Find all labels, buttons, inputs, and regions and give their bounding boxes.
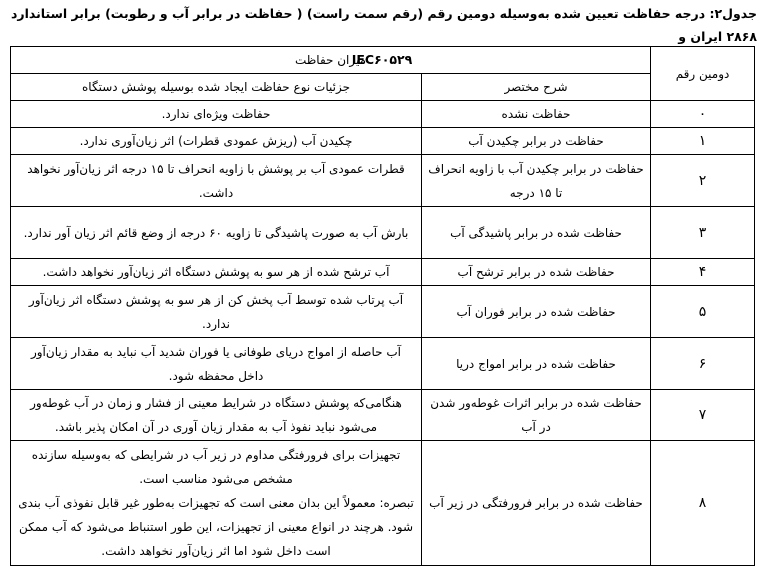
cell-short: حفاظت شده در برابر امواج دریا xyxy=(422,338,651,390)
cell-detail: هنگامی‌که پوشش دستگاه در شرایط معینی از فشار و زمان در آب غوطه‌ور می‌شود نباید نفوذ آب به مقدار زیان آوری در آن امکان پذیر باشد. xyxy=(11,390,422,441)
cell-short: حفاظت در برابر چکیدن آب xyxy=(422,128,651,155)
cell-short: حفاظت شده در برابر فرورفتگی در زیر آب xyxy=(422,441,651,566)
table-row xyxy=(11,441,755,566)
cell-short: حفاظت نشده xyxy=(422,101,651,128)
cell-detail xyxy=(11,441,422,566)
table-row xyxy=(11,128,755,155)
table-row xyxy=(11,155,755,207)
header-protection-level: میزان حفاظت xyxy=(11,47,651,74)
cell-detail: قطرات عمودی آب بر پوشش با زاویه انحراف تا ۱۵ درجه اثر زیان‌آور نخواهد داشت. xyxy=(11,155,422,207)
cell-detail: آب ترشح شده از هر سو به پوشش دستگاه اثر زیان‌آور نخواهد داشت. xyxy=(11,259,422,286)
cell-digit: ۴ xyxy=(651,259,755,286)
cell-short: حفاظت در برابر چکیدن آب با زاویه انحراف تا ۱۵ درجه xyxy=(422,155,651,207)
detail-note-text: تبصره: معمولاً این بدان معنی است که تجهیزات به‌طور غیر قابل نفوذی آب بندی شود. هرچند در انواع معینی از تجهیزات، این طور استنباط می‌شود که آب ممکن است داخل شود اما اثر زیان‌آور نخواهد داشت. xyxy=(18,496,414,558)
header-digit: دومین رقم xyxy=(651,47,755,101)
ip-second-digit-table xyxy=(10,46,755,566)
cell-digit: ۷ xyxy=(651,390,755,441)
cell-digit: ۳ xyxy=(651,207,755,259)
cell-detail: چکیدن آب (ریزش عمودی قطرات) اثر زیان‌آوری ندارد. xyxy=(11,128,422,155)
cell-short: حفاظت شده در برابر پاشیدگی آب xyxy=(422,207,651,259)
cell-short: حفاظت شده در برابر ترشح آب xyxy=(422,259,651,286)
caption-line-2: IEC۶۰۵۲۹ xyxy=(351,52,413,67)
cell-short: حفاظت شده در برابر فوران آب xyxy=(422,286,651,338)
header-details: جزئیات نوع حفاظت ایجاد شده بوسیله پوشش دستگاه xyxy=(11,74,422,101)
table-row xyxy=(11,207,755,259)
cell-short: حفاظت شده در برابر اثرات غوطه‌ور شدن در آب xyxy=(422,390,651,441)
cell-digit: ۶ xyxy=(651,338,755,390)
cell-detail: حفاظت ویژه‌ای ندارد. xyxy=(11,101,422,128)
cell-digit: ۲ xyxy=(651,155,755,207)
cell-digit: ۸ xyxy=(651,441,755,566)
header-row-2 xyxy=(11,74,755,101)
cell-digit: ۵ xyxy=(651,286,755,338)
detail-main-text: تجهیزات برای فرورفتگی مداوم در زیر آب در شرایطی که به‌وسیله سازنده مشخص می‌شود مناسب است. xyxy=(31,448,401,486)
cell-digit: ۱ xyxy=(651,128,755,155)
cell-detail: آب حاصله از امواج دریای طوفانی یا فوران شدید آب نباید به مقدار زیان‌آور داخل محفظه شود. xyxy=(11,338,422,390)
table-row xyxy=(11,338,755,390)
cell-detail: بارش آب به صورت پاشیدگی تا زاویه ۶۰ درجه از وضع قائم اثر زیان آور ندارد. xyxy=(11,207,422,259)
header-row-1 xyxy=(11,47,755,74)
table-row xyxy=(11,390,755,441)
header-short-description: شرح مختصر xyxy=(422,74,651,101)
table-row xyxy=(11,259,755,286)
table-row xyxy=(11,286,755,338)
table-row xyxy=(11,101,755,128)
cell-digit: ۰ xyxy=(651,101,755,128)
caption-line-1: جدول۲: درجه حفاظت تعیین شده به‌وسیله دومین رقم (رقم سمت راست) ( حفاظت در برابر آب و رطوبت) برابر استاندارد ۲۸۶۸ ایران و xyxy=(10,6,757,44)
cell-detail: آب پرتاب شده توسط آب پخش کن از هر سو به پوشش دستگاه اثر زیان‌آور ندارد. xyxy=(11,286,422,338)
